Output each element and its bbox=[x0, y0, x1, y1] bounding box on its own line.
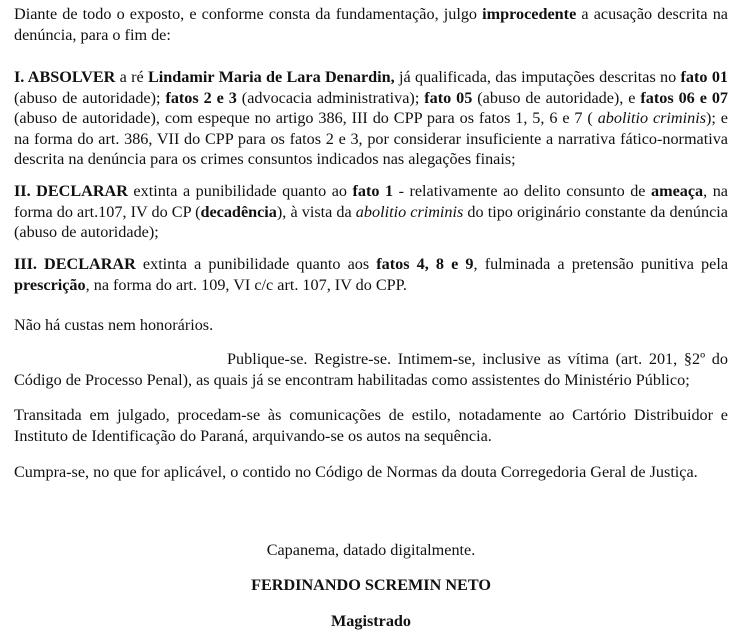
text-run: extinta a punibilidade quanto ao bbox=[127, 182, 353, 200]
publication-paragraph: Publique-se. Registre-se. Intimem-se, inclusive as vítima (art. 201, §2º do Código de Processo Penal), as quais já se encontram habilitadas como assistentes do Ministério Público; bbox=[14, 350, 728, 389]
bold-term: prescrição bbox=[14, 275, 86, 294]
text-run: , na forma do art. 109, VI c/c art. 107, IV do CPP. bbox=[85, 275, 407, 294]
intro-text: Diante de todo o exposto, e conforme consta da fundamentação, julgo bbox=[14, 5, 483, 23]
text-run: , fulminada a pretensão punitiva pela bbox=[473, 255, 728, 273]
compliance-paragraph: Cumpra-se, no que for aplicável, o contido no Código de Normas da douta Corregedoria Geral de Justiça. bbox=[14, 463, 698, 481]
italic-term: abolitio criminis bbox=[597, 109, 707, 127]
costs-paragraph: Não há custas nem honorários. bbox=[14, 316, 214, 334]
text-run: ); e na forma do art. 386, VII do CPP para os fatos 2 e 3, por considerar insuficiente a narrativa fático-normativa descrita na denúncia para os crimes consuntos indicados nas alegações finais; bbox=[14, 109, 728, 168]
text-run: já qualificada, das imputações descritas no bbox=[394, 68, 681, 86]
text-run: a ré bbox=[115, 68, 148, 86]
italic-term: abolitio criminis bbox=[355, 202, 464, 221]
text-run: (abuso de autoridade); bbox=[14, 88, 166, 107]
text-run: , na forma do art.107, IV do CP ( bbox=[14, 182, 728, 221]
bold-term: fato 01 bbox=[680, 68, 729, 86]
transit-paragraph: Transitada em julgado, procedam-se às comunicações de estilo, notadamente ao Cartório Distribuidor e Instituto de Identificação do Paraná, arquivando-se os autos na sequência. bbox=[14, 406, 728, 445]
text-run: ), à vista da bbox=[276, 202, 356, 221]
item-heading: I. ABSOLVER bbox=[14, 68, 116, 86]
bold-term: fatos 06 e 07 bbox=[640, 88, 729, 107]
text-run: - relativamente ao delito consunto de bbox=[393, 182, 652, 200]
item-declarar-fato1-paragraph bbox=[14, 181, 728, 243]
intro-paragraph bbox=[14, 4, 728, 45]
text-run: (abuso de autoridade), com espeque no artigo 386, III do CPP para os fatos 1, 5, 6 e 7 ( bbox=[14, 109, 598, 127]
text-run: do tipo originário constante da denúncia (abuso de autoridade); bbox=[14, 202, 728, 241]
bold-term: ameaça bbox=[651, 182, 704, 200]
bold-term: fato 05 bbox=[424, 88, 473, 107]
bold-term: fato 1 bbox=[352, 182, 394, 200]
bold-term: decadência bbox=[200, 202, 277, 221]
judge-role: Magistrado bbox=[330, 612, 412, 630]
bold-term: fatos 2 e 3 bbox=[165, 88, 237, 107]
defendant-name: Lindamir Maria de Lara Denardin, bbox=[148, 68, 395, 86]
text-run: extinta a punibilidade quanto aos bbox=[135, 255, 377, 273]
verdict-keyword: improcedente bbox=[482, 5, 577, 23]
item-declarar-prescricao-paragraph bbox=[14, 254, 728, 295]
item-heading: III. DECLARAR bbox=[14, 255, 136, 273]
text-run: (advocacia administrativa); bbox=[236, 88, 425, 107]
item-heading: II. DECLARAR bbox=[14, 182, 128, 200]
text-run: (abuso de autoridade), e bbox=[472, 88, 641, 107]
place-date: Capanema, datado digitalmente. bbox=[266, 541, 476, 559]
bold-term: fatos 4, 8 e 9 bbox=[376, 255, 474, 273]
intro-text-end: a acusação descrita na denúncia, para o fim de: bbox=[14, 5, 728, 44]
item-absolver-paragraph bbox=[14, 67, 728, 170]
judge-name: FERDINANDO SCREMIN NETO bbox=[251, 576, 491, 594]
